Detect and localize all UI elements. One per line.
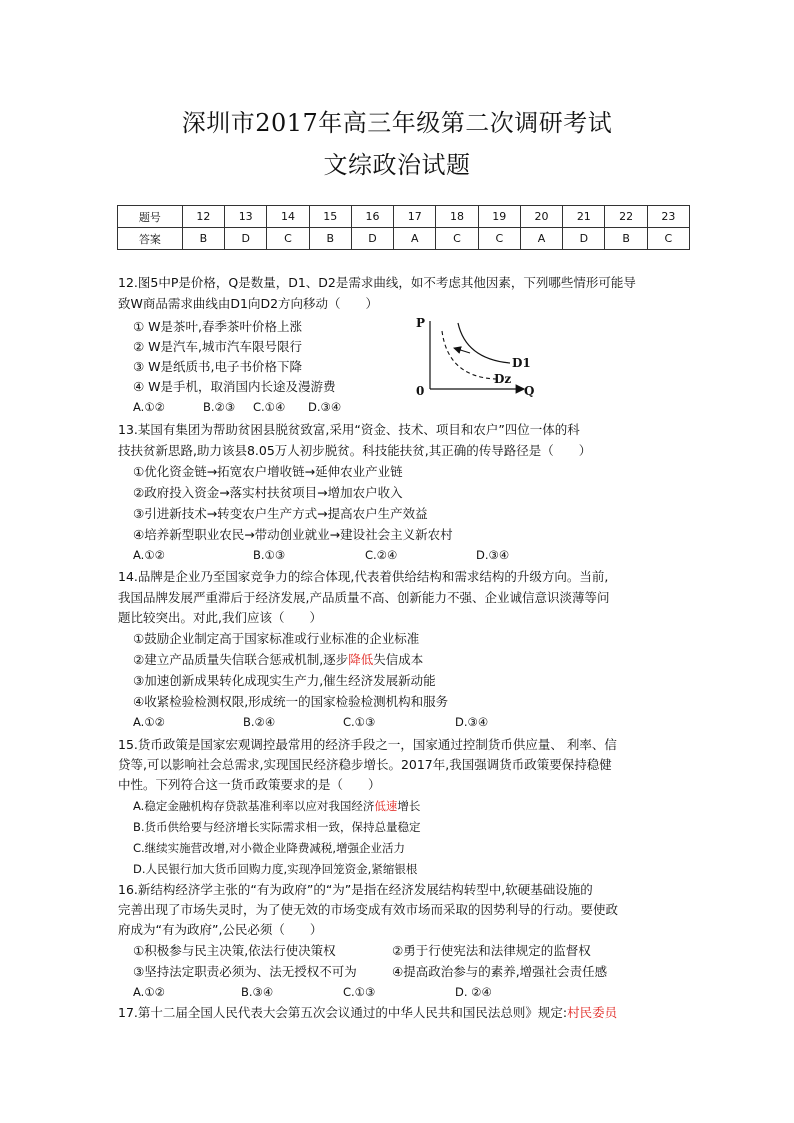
row-label-answer: 答案: [118, 228, 183, 250]
q13-item-3: ③引进新技术→转变农户生产方式→提高农户生产效益: [133, 506, 428, 521]
answer-cell: B: [309, 228, 351, 250]
q14-item-2-tail: 失信成本: [373, 652, 424, 667]
demand-curve-graph: [412, 313, 542, 401]
q13-stem-line1: 13.某国有集团为帮助贫困县脱贫致富,采用“资金、技术、项目和农户”四位一体的科: [118, 422, 580, 437]
q13-stem-line2: 技扶贫新思路,助力该县8.05万人初步脱贫。科技能扶贫,其正确的传导路径是（ ）: [118, 443, 592, 458]
question-number-cell: 17: [394, 206, 436, 228]
answer-cell: D: [351, 228, 393, 250]
q16-option-d: D. ②④: [455, 985, 492, 999]
q16-stem-line1: 16.新结构经济学主张的“有为政府”的“为”是指在经济发展结构转型中,软硬基础设施的: [118, 882, 593, 897]
q15-option-a-text: A.稳定金融机构存贷款基准利率以应对我国经济: [133, 799, 375, 813]
q15-option-c: C.继续实施营改增,对小微企业降费减税,增强企业活力: [133, 841, 405, 855]
answer-cell: C: [436, 228, 478, 250]
question-number-cell: 22: [605, 206, 647, 228]
q14-option-a: A.①②: [133, 715, 165, 729]
q13-option-d: D.③④: [476, 548, 510, 562]
q12-item-3: ③ W是纸质书,电子书价格下降: [133, 359, 303, 374]
question-number-cell: 19: [478, 206, 520, 228]
q14-item-2-text: ②建立产品质量失信联合惩戒机制,逐步: [133, 652, 349, 667]
q13-option-a: A.①②: [133, 548, 165, 562]
q14-stem-line2: 我国品牌发展严重滞后于经济发展,产品质量不高、创新能力不强、企业诚信意识淡薄等问: [118, 590, 610, 605]
q16-item-2: ②勇于行使宪法和法律规定的监督权: [392, 943, 591, 958]
q15-option-a-tail: 增长: [397, 799, 421, 813]
answer-cell: C: [478, 228, 520, 250]
q16-item-3: ③坚持法定职责必须为、法无授权不可为: [133, 964, 357, 979]
answer-cell: D: [563, 228, 605, 250]
origin-label: 0: [416, 384, 425, 398]
q12-option-a: A.①②: [133, 400, 165, 414]
question-number-cell: 13: [225, 206, 267, 228]
question-number-cell: 18: [436, 206, 478, 228]
q13-item-4: ④培养新型职业农民→带动创业就业→建设社会主义新农村: [133, 527, 453, 542]
q12-option-c: C.①④: [253, 400, 286, 414]
q12-item-1: ① W是茶叶,春季茶叶价格上涨: [133, 319, 303, 334]
q15-stem-line3: 中性。下列符合这一货币政策要求的是（ ）: [118, 777, 381, 792]
answer-table-answer-row: [118, 228, 690, 250]
q12-option-d: D.③④: [308, 400, 342, 414]
p-label: P: [416, 316, 426, 330]
row-label-number: 题号: [118, 206, 183, 228]
q14-option-d: D.③④: [455, 715, 489, 729]
q15-highlight-red: 低速: [374, 799, 398, 813]
answer-cell: D: [225, 228, 267, 250]
page-title: 深圳市2017年高三年级第二次调研考试: [181, 109, 613, 137]
answer-cell: C: [647, 228, 689, 250]
q16-item-4: ④提高政治参与的素养,增强社会责任感: [392, 964, 608, 979]
question-number-cell: 14: [267, 206, 309, 228]
answer-cell: C: [267, 228, 309, 250]
q13-item-2: ②政府投入资金→落实村扶贫项目→增加农户收入: [133, 485, 403, 500]
question-number-cell: 15: [309, 206, 351, 228]
q14-option-b: B.②④: [243, 715, 276, 729]
q16-stem-line3: 府成为“有为政府”,公民必须（ ）: [118, 922, 323, 937]
q15-stem-line2: 贷等,可以影响社会总需求,实现国民经济稳步增长。2017年,我国强调货币政策要保持稳健: [118, 757, 612, 772]
answer-cell: A: [520, 228, 562, 250]
q16-option-a: A.①②: [133, 985, 165, 999]
shift-arrow: [454, 348, 470, 353]
d2-label: Dz: [494, 372, 512, 386]
q13-option-b: B.①③: [253, 548, 286, 562]
q14-item-4: ④收紧检验检测权限,形成统一的国家检验检测机构和服务: [133, 694, 449, 709]
q12-item-4: ④ W是手机，取消国内长途及漫游费: [133, 379, 336, 394]
question-number-cell: 20: [520, 206, 562, 228]
question-number-cell: 21: [563, 206, 605, 228]
question-number-cell: 16: [351, 206, 393, 228]
q12-stem-line1: 12.图5中P是价格，Q是数量，D1、D2是需求曲线，如不考虑其他因素，下列哪些情形可能导: [118, 275, 636, 290]
q15-option-a: [133, 798, 420, 814]
q13-item-1: ①优化资金链→拓宽农户增收链→延伸农业产业链: [133, 464, 403, 479]
q14-highlight-red: 降低: [348, 652, 374, 667]
q16-option-c: C.①③: [343, 985, 376, 999]
q14-item-2: [133, 652, 423, 668]
answer-table: [117, 205, 690, 250]
d1-curve: [458, 323, 510, 363]
q15-stem-line1: 15.货币政策是国家宏观调控最常用的经济手段之一，国家通过控制货币供应量、 利率、信: [118, 737, 617, 752]
question-number-cell: 23: [647, 206, 689, 228]
q12-stem-line2: 致W商品需求曲线由D1向D2方向移动（ ）: [118, 296, 379, 311]
d2-curve: [442, 331, 496, 379]
q13-option-c: C.②④: [365, 548, 398, 562]
q16-stem-line2: 完善出现了市场失灵时，为了使无效的市场变成有效市场而采取的因势利导的行动。要使政: [118, 902, 619, 917]
answer-cell: B: [605, 228, 647, 250]
q14-stem-line3: 题比较突出。对此,我们应该（ ）: [118, 610, 322, 625]
q14-option-c: C.①③: [343, 715, 376, 729]
q12-item-2: ② W是汽车,城市汽车限号限行: [133, 339, 303, 354]
d1-label: D1: [512, 356, 531, 370]
answer-cell: A: [394, 228, 436, 250]
q17-stem-text: 17.第十二届全国人民代表大会第五次会议通过的中华人民共和国民法总则》规定:: [118, 1005, 568, 1020]
page-subtitle: 文综政治试题: [323, 151, 471, 179]
q14-item-3: ③加速创新成果转化成现实生产力,催生经济发展新动能: [133, 673, 436, 688]
question-number-cell: 12: [182, 206, 224, 228]
q-label: Q: [524, 384, 535, 398]
q14-item-1: ①鼓励企业制定高于国家标准或行业标准的企业标准: [133, 631, 420, 646]
q15-option-d: D.人民银行加大货币回购力度,实现净回笼资金,紧缩银根: [133, 862, 418, 876]
answer-table-number-row: [118, 206, 690, 228]
q16-item-1: ①积极参与民主决策,依法行使决策权: [133, 943, 336, 958]
q17-highlight-red: 村民委员: [567, 1005, 618, 1020]
answer-cell: B: [182, 228, 224, 250]
q14-stem-line1: 14.品牌是企业乃至国家竞争力的综合体现,代表着供给结构和需求结构的升级方向。当前,: [118, 569, 609, 584]
q16-option-b: B.③④: [241, 985, 274, 999]
q15-option-b: B.货币供给要与经济增长实际需求相一致，保持总量稳定: [133, 820, 421, 834]
q12-option-b: B.②③: [203, 400, 236, 414]
q17-stem: [118, 1005, 617, 1021]
